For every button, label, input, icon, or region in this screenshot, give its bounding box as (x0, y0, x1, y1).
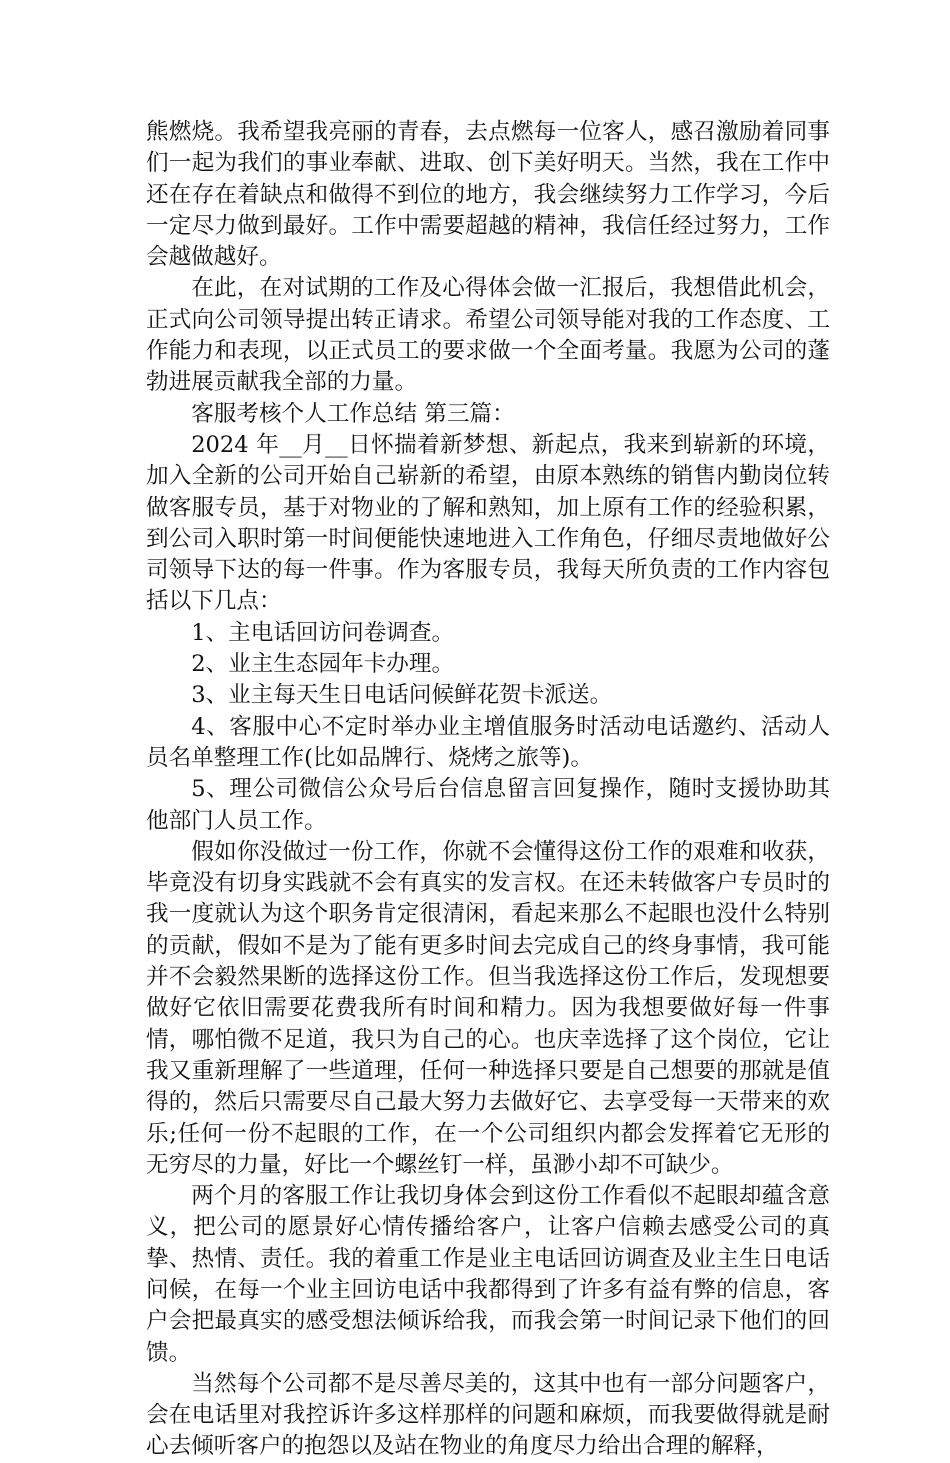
document-body (146, 117, 830, 1463)
paragraph-introduction: 2024 年__月__日怀揣着新梦想、新起点，我来到崭新的环境，加入全新的公司开始自己崭新的希望，由原本熟练的销售内勤岗位转做客服专员，基于对物业的了解和熟知，加上原有工作的经验积累，到公司入职时第一时间便能快速地进入工作角色，仔细尽责地做好公司领导下达的每一件事。作为客服专员，我每天所负责的工作内容包括以下几点： (146, 431, 830, 615)
list-item: 2、业主生态园年卡办理。 (191, 651, 455, 678)
paragraph-experience: 两个月的客服工作让我切身体会到这份工作看似不起眼却蕴含意义，把公司的愿景好心情传播给客户，让客户信赖去感受公司的真挚、热情、责任。我的着重工作是业主电话回访调查及业主生日电话问候，在每一个业主回访电话中我都得到了许多有益有弊的信息，客户会把最真实的感受想法倾诉给我，而我会第一时间记录下他们的回馈。 (146, 1183, 830, 1366)
paragraph-regularization-request: 在此，在对试期的工作及心得体会做一汇报后，我想借此机会，正式向公司领导提出转正请求。希望公司领导能对我的工作态度、工作能力和表现，以正式员工的要求做一个全面考量。我愿为公司的蓬勃进展贡献我全部的力量。 (146, 275, 830, 396)
list-item: 1、主电话回访问卷调查。 (191, 619, 455, 646)
list-item: 3、业主每天生日电话问候鲜花贺卡派送。 (191, 682, 613, 709)
list-item: 4、客服中心不定时举办业主增值服务时活动电话邀约、活动人员名单整理工作(比如品牌行、烧烤之旅等)。 (146, 713, 830, 771)
section-heading: 客服考核个人工作总结 第三篇： (191, 400, 515, 427)
paragraph-problem-customers: 当然每个公司都不是尽善尽美的，这其中也有一部分问题客户，会在电话里对我控诉许多这样那样的问题和麻烦，而我要做得就是耐心去倾听客户的抱怨以及站在物业的角度尽力给出合理的解释， (146, 1370, 830, 1460)
paragraph-reflection: 假如你没做过一份工作，你就不会懂得这份工作的艰难和收获，毕竟没有切身实践就不会有真实的发言权。在还未转做客户专员时的我一度就认为这个职务肯定很清闲，看起来那么不起眼也没什么特别的贡献，假如不是为了能有更多时间去完成自己的终身事情，我可能并不会毅然果断的选择这份工作。但当我选择这份工作后，发现想要做好它依旧需要花费我所有时间和精力。因为我想要做好每一件事情，哪怕微不足道，我只为自己的心。也庆幸选择了这个岗位，它让我又重新理解了一些道理，任何一种选择只要是自己想要的那就是值得的，然后只需要尽自己最大努力去做好它、去享受每一天带来的欢乐;任何一份不起眼的工作，在一个公司组织内都会发挥着它无形的无穷尽的力量，好比一个螺丝钉一样，虽渺小却不可缺少。 (146, 838, 830, 1178)
list-item: 5、理公司微信公众号后台信息留言回复操作，随时支援协助其他部门人员工作。 (146, 776, 830, 834)
paragraph-continuation: 熊燃烧。我希望我亮丽的青春，去点燃每一位客人，感召激励着同事们一起为我们的事业奉献、进取、创下美好明天。当然，我在工作中还在存在着缺点和做得不到位的地方，我会继续努力工作学习，今后一定尽力做到最好。工作中需要超越的精神，我信任经过努力，工作会越做越好。 (146, 119, 830, 271)
